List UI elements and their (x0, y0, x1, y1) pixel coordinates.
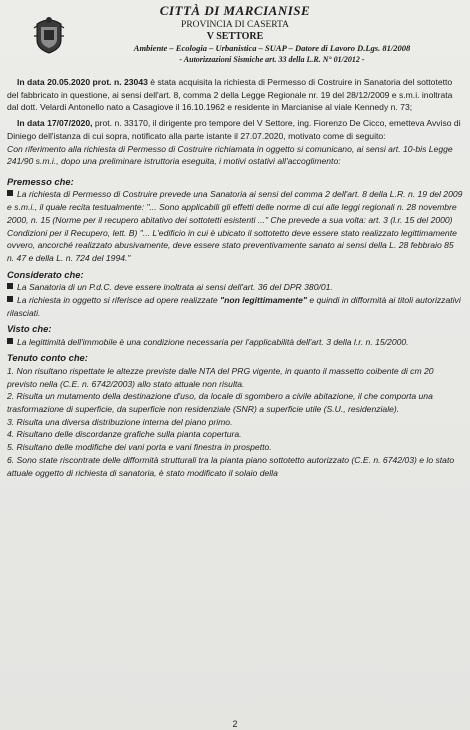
intro-paragraph-3: Con riferimento alla richiesta di Permesso di Costruire richiamata in oggetto si comunicano, ai sensi art. 10-bis Legge 241/90 s.m.i., dopo una preliminare istruttoria eseguita, i motivi ostativi all'accoglimento: (7, 143, 453, 167)
document-body (7, 76, 463, 479)
intro-text-2: prot. n. 33170, il dirigente pro tempore del V Settore, ing. Fiorenzo De Cicco, emetteva Avviso di Diniego dell'istanza di cui sopra, notificato alla parte istante il 27.07.2020, motivato come di seguito: (7, 118, 461, 141)
intro-paragraph-1 (7, 76, 463, 114)
sector-seismic-authorizations: - Autorizzazioni Sismiche art. 33 della L.R. N° 01/2012 - (179, 55, 365, 64)
city-name: CITTÀ DI MARCIANISE (159, 3, 311, 18)
bullet-square-icon (7, 296, 13, 302)
intro-date-2: In data 17/07/2020, (17, 118, 93, 129)
province-name: PROVINCIA DI CASERTA (181, 20, 289, 30)
bullet-square-icon (7, 190, 13, 196)
tenuto-item-6: 6. Sono state riscontrate delle difformità strutturali tra la pianta piano sottotetto autorizzato (C.E. n. 6742/03) e lo stato attuale oggetto di richiesta di sanatoria, è stato modificato il solaio della (7, 454, 455, 478)
bullet-square-icon (7, 338, 13, 344)
visto-item-text: La legittimità dell'immobile è una condizione necessaria per l'applicabilità dell'art. 3 della l.r. n. 15/2000. (17, 336, 409, 347)
premesso-heading: Premesso che: (7, 175, 74, 187)
premesso-item (7, 188, 463, 264)
visto-heading: Visto che: (7, 323, 52, 335)
premesso-item-text: La richiesta di Permesso di Costruire prevede una Sanatoria ai sensi del comma 2 dell'art. 8 della L.R. n. 19 del 2009 e s.m.i., il quale recita testualmente: "... Sono applicabili gli effetti delle norme di cui alle leggi regionali n. 28 novembre 2000, n. 15 (Norme per il recupero abitativo dei sottotetti esistenti ..." Che prevede a sua volta: art. 3 (l.r. 15 del 2000) Condizioni per il Recupero, lett. B) "... L'edificio in cui è ubicato il sottotetto deve essere stato realizzato legittimamente ovvero, ancorché realizzato abusivamente, deve essere stato preventivamente sanato ai sensi della L. 28 febbraio 85 n. 47 e della L. n. 724 del 1994." (7, 189, 463, 263)
tenuto-item-4: 4. Risultano delle discordanze grafiche sulla pianta copertura. (7, 429, 242, 440)
tenuto-item-3: 3. Risulta una diversa distribuzione interna del piano primo. (7, 416, 233, 427)
considerato-item-2-text-a: La richiesta in oggetto si riferisce ad opere realizzate (17, 294, 221, 305)
intro-text-1: è stata acquisita la richiesta di Permesso di Costruire in Sanatoria del sottotetto del fabbricato in questione, ai sensi dell'art. 8, comma 2 della Legge Regionale nr. 19 del 28/12/2009 e s.m.i. inoltrata dal dott. Velardi Antonello nato a Casagiove il 16.10.1962 e residente in Marcianise al viale Kennedy n. 73; (7, 77, 453, 113)
letterhead (0, 0, 470, 72)
considerato-item-2-text-c: e quindi in difformità ai titoli autorizzativi rilasciati. (7, 294, 461, 318)
visto-item (7, 336, 463, 349)
tenuto-item-2: 2. Risulta un mutamento della destinazione d'uso, da locale di sgombero a civile abitazione, il che comporta una trasformazione di superficie, da superficie non residenziale (SNR) a superficie utile (S.U., residenziale). (7, 391, 433, 415)
considerato-item-2 (7, 294, 463, 319)
sector-departments: Ambiente – Ecologia – Urbanistica – SUAP – Datore di Lavoro D.Lgs. 81/2008 (133, 43, 411, 53)
considerato-item-2-text-b: "non legittimamente" (220, 294, 307, 305)
intro-date-1: In data 20.05.2020 prot. n. 23043 (17, 77, 148, 87)
sector-name: V SETTORE (206, 31, 264, 42)
tenuto-item-1: 1. Non risultano rispettate le altezze previste dalle NTA del PRG vigente, in quanto il massetto coibente di cm 20 previsto nella (C.E. n. 6742/2003) allo stato attuale non risulta. (7, 365, 434, 389)
considerato-item-1 (7, 281, 463, 294)
tenuto-heading: Tenuto conto che: (7, 352, 88, 364)
bullet-square-icon (7, 283, 13, 289)
considerato-heading: Considerato che: (7, 268, 84, 280)
intro-paragraph-2 (7, 117, 463, 142)
considerato-item-1-text: La Sanatoria di un P.d.C. deve essere inoltrata ai sensi dell'art. 36 del DPR 380/01. (17, 282, 333, 293)
tenuto-item-5: 5. Risultano delle modifiche dei vani porta e vani finestra in prospetto. (7, 442, 272, 453)
page-number: 2 (232, 719, 238, 729)
